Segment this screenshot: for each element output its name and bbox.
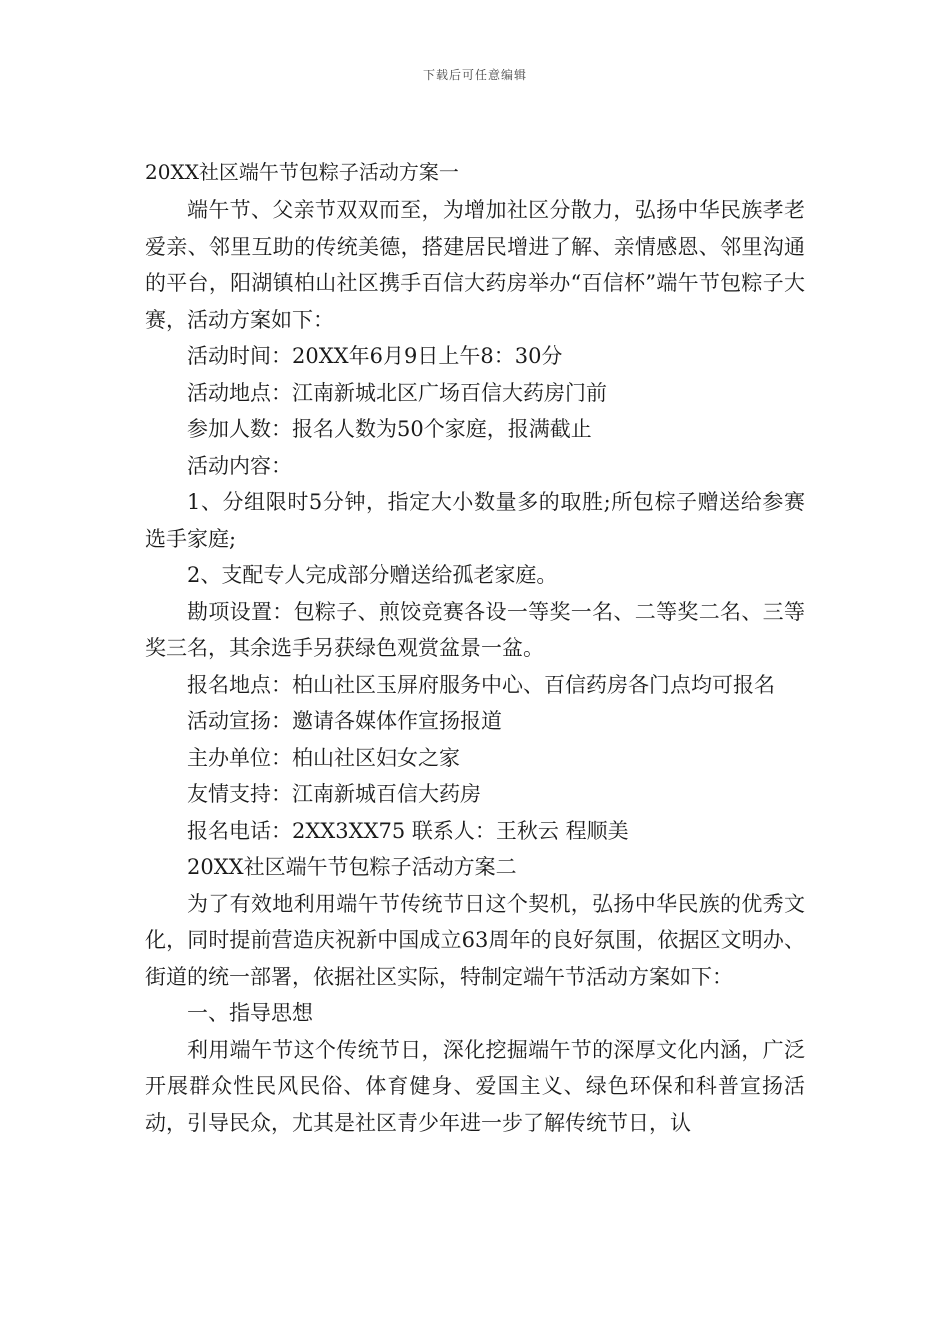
paragraph: 活动宣扬：邀请各媒体作宣扬报道 — [187, 709, 502, 733]
paragraph: 2、支配专人完成部分赠送给孤老家庭。 — [187, 563, 558, 587]
paragraph: 活动内容： — [187, 453, 292, 478]
paragraph: 活动地点：江南新城北区广场百信大药房门前 — [187, 380, 607, 405]
paragraph: 端午节、父亲节双双而至，为增加社区分散力，弘扬中华民族孝老爱亲、邻里互助的传统美德，搭建居民增进了解、亲情感恩、邻里沟通的平台，阳湖镇柏山社区携手百信大药房举办“百信杯”端午节包粽子大赛，活动方案如下： — [145, 198, 805, 332]
paragraph: 友情支持：江南新城百信大药房 — [187, 782, 481, 806]
paragraph: 利用端午节这个传统节日，深化挖掘端午节的深厚文化内涵，广泛开展群众性民风民俗、体育健身、爱国主义、绿色环保和科普宣扬活动，引导民众，尤其是社区青少年进一步了解传统节日，认 — [145, 1037, 805, 1135]
paragraph: 为了有效地利用端午节传统节日这个契机，弘扬中华民族的优秀文化，同时提前营造庆祝新中国成立63周年的良好氛围，依据区文明办、街道的统一部署，依据社区实际，特制定端午节活动方案如下： — [145, 891, 805, 989]
paragraph: 勘项设置：包粽子、煎饺竞赛各设一等奖一名、二等奖二名、三等奖三名，其余选手另获绿色观赏盆景一盆。 — [145, 599, 805, 660]
document-title: 20XX社区端午节包粽子活动方案一 — [145, 160, 459, 184]
section-title: 20XX社区端午节包粽子活动方案二 — [187, 855, 517, 879]
paragraph: 活动时间：20XX年6月9日上午8：30分 — [187, 344, 563, 368]
section-heading: 一、指导思想 — [187, 1001, 313, 1025]
page-header-note: 下载后可任意编辑 — [422, 68, 527, 82]
paragraph: 报名电话：2XX3XX75 联系人：王秋云 程顺美 — [187, 818, 629, 843]
paragraph: 主办单位：柏山社区妇女之家 — [187, 745, 460, 770]
paragraph: 1、分组限时5分钟，指定大小数量多的取胜;所包棕子赠送给参赛选手家庭; — [145, 490, 805, 551]
paragraph: 报名地点：柏山社区玉屏府服务中心、百信药房各门点均可报名 — [187, 672, 775, 697]
paragraph: 参加人数：报名人数为50个家庭，报满截止 — [187, 417, 592, 441]
document-body — [145, 156, 805, 1141]
